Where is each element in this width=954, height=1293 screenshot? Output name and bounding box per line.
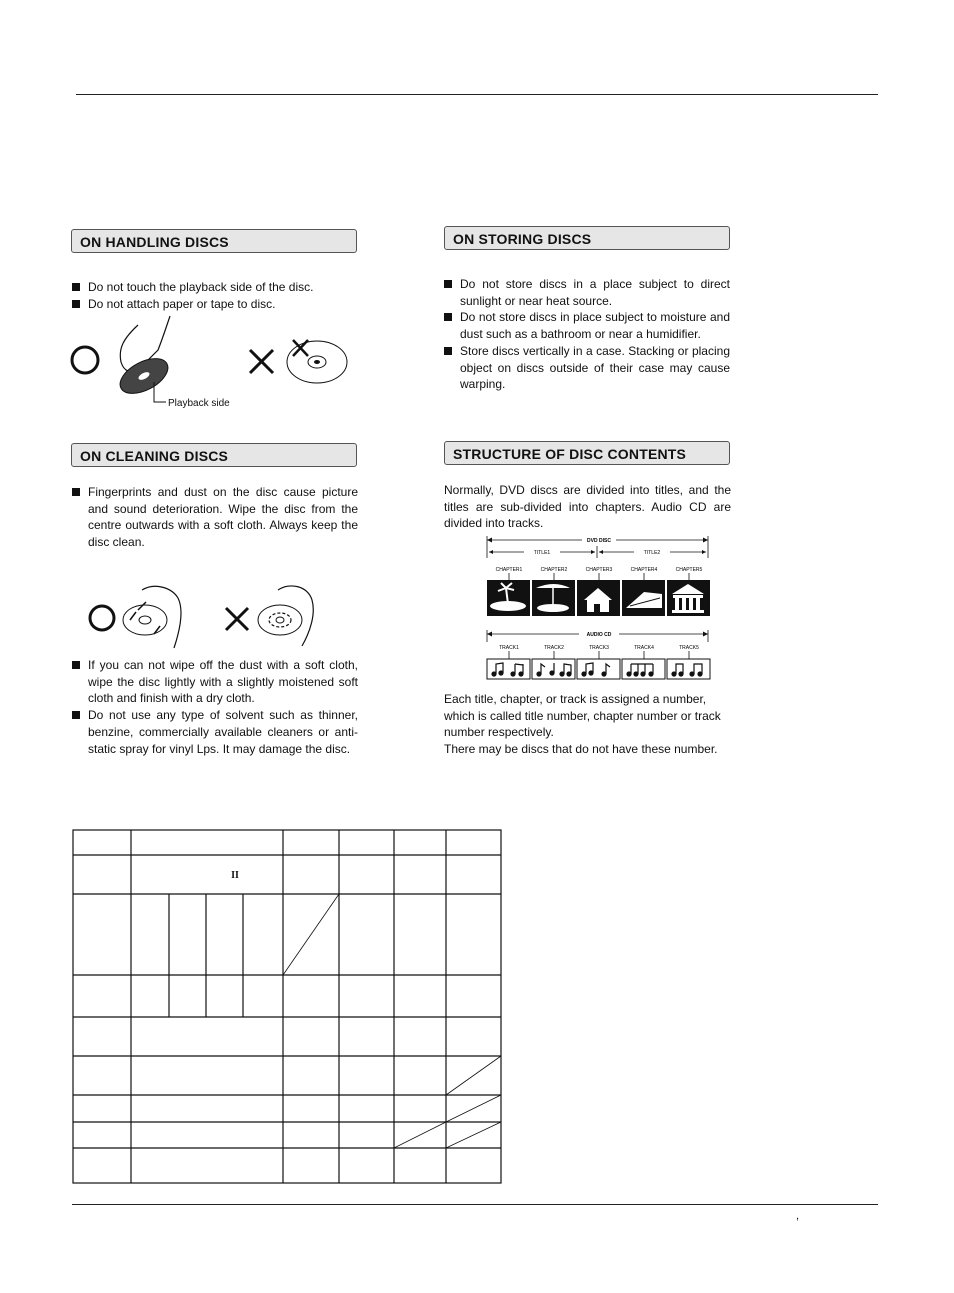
cleaning-illustration <box>80 580 330 655</box>
list-item: If you can not wipe off the dust with a soft cloth, wipe the disc lightly with a slightly moistened soft cloth and finish with a dry cloth. <box>72 657 358 707</box>
outro-line: Each title, chapter, or track is assigned a number, <box>444 692 707 706</box>
track-label: TRACK4 <box>634 645 654 651</box>
cleaning-list-top <box>72 484 358 551</box>
track-label: TRACK3 <box>589 645 609 651</box>
ok-circle-icon <box>90 606 114 630</box>
chapter-label: CHAPTER3 <box>585 567 613 573</box>
cleaning-heading: ON CLEANING DISCS <box>71 443 357 467</box>
list-item: Do not use any type of solvent such as thinner, benzine, commercially available cleaners or anti-static spray for vinyl Lps. It may damage the disc. <box>72 707 358 757</box>
storing-list <box>444 276 730 393</box>
list-item: Do not store discs in place subject to moisture and dust such as a bathroom or near a humidifier. <box>444 309 730 342</box>
chapter-image <box>487 580 530 616</box>
chapter-label: CHAPTER5 <box>675 567 703 573</box>
structure-heading: STRUCTURE OF DISC CONTENTS <box>444 441 730 465</box>
list-item: Store discs vertically in a case. Stacking or placing object on discs outside of their case may cause warping. <box>444 343 730 393</box>
bottom-rule <box>72 1204 878 1205</box>
no-cross-icon <box>226 608 248 630</box>
chapter-image <box>577 580 620 616</box>
spec-table <box>70 828 504 1186</box>
footer-mark: , <box>796 1210 800 1222</box>
track-label: TRACK2 <box>544 645 564 651</box>
cleaning-list-bottom <box>72 657 358 757</box>
list-item: Do not touch the playback side of the disc. <box>72 279 358 296</box>
top-rule <box>76 94 878 95</box>
no-cross-icon <box>250 350 273 373</box>
chapter-image <box>667 580 710 616</box>
storing-heading: ON STORING DISCS <box>444 226 730 250</box>
chapter-label: CHAPTER4 <box>630 567 658 573</box>
list-item: Fingerprints and dust on the disc cause picture and sound deterioration. Wipe the disc from the centre outwards with a soft cloth. Always keep the disc clean. <box>72 484 358 551</box>
table-mark: II <box>231 870 239 881</box>
outro-line: which is called title number, chapter number or track <box>444 708 721 723</box>
structure-diagram <box>484 534 712 684</box>
track-label: TRACK5 <box>679 645 699 651</box>
music-note-icon <box>492 663 702 676</box>
outro-line: number respectively. <box>444 725 554 740</box>
ok-circle-icon <box>72 347 98 373</box>
dvd-disc-label: DVD DISC <box>587 538 611 544</box>
structure-outro <box>444 691 744 758</box>
track-label: TRACK1 <box>499 645 519 651</box>
disc-icon <box>123 605 167 635</box>
audio-cd-label: AUDIO CD <box>586 632 612 638</box>
chapter-image <box>532 580 575 616</box>
outro-line: There may be discs that do not have these number. <box>444 742 718 757</box>
handling-illustration <box>66 310 366 415</box>
chapter-image <box>622 580 665 616</box>
disc-icon <box>258 605 302 635</box>
title-label: TITLE2 <box>643 550 661 556</box>
list-item: Do not store discs in a place subject to direct sunlight or near heat source. <box>444 276 730 309</box>
chapter-label: CHAPTER2 <box>540 567 568 573</box>
handling-list <box>72 279 358 312</box>
handling-heading: ON HANDLING DISCS <box>71 229 357 253</box>
playback-side-label: Playback side <box>168 398 230 409</box>
title-label: TITLE1 <box>533 550 551 556</box>
list-item: Do not attach paper or tape to disc. <box>72 296 358 313</box>
chapter-label: CHAPTER1 <box>495 567 523 573</box>
structure-intro: Normally, DVD discs are divided into titles, and the titles are sub-divided into chapters. Audio CD are divided into tracks. <box>444 483 731 531</box>
